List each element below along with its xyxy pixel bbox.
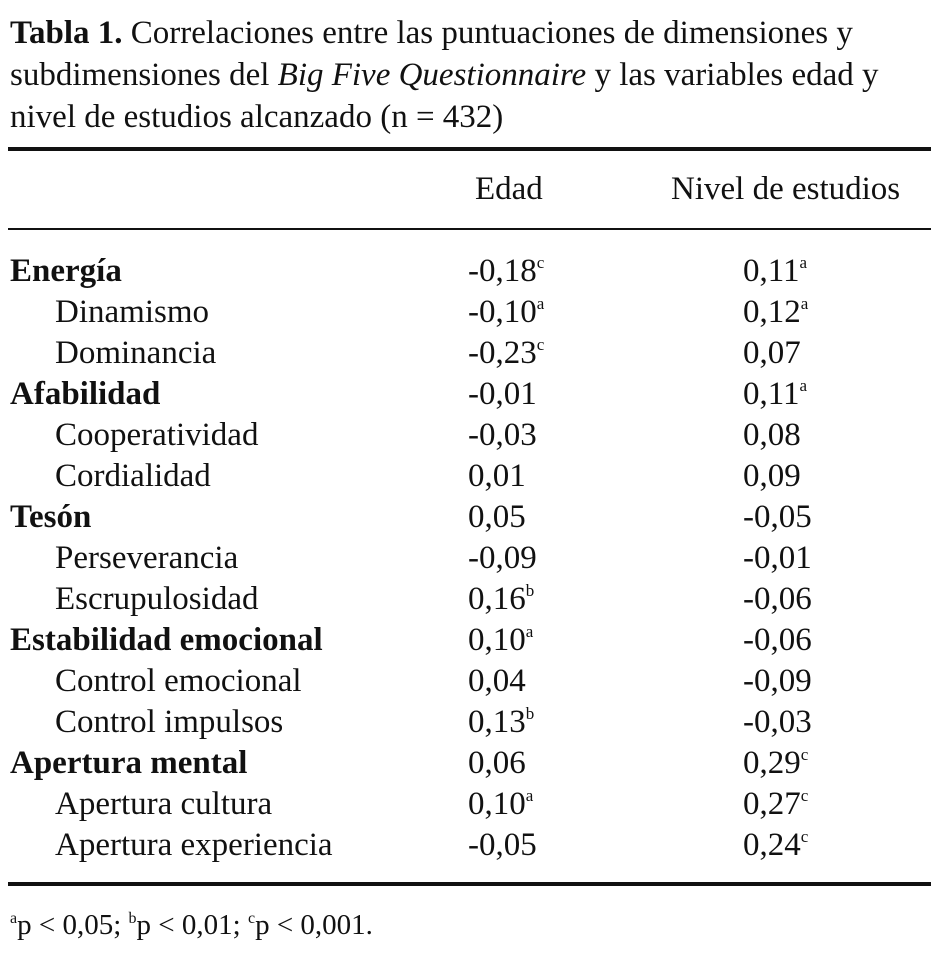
table-row [0,702,939,743]
nivel-number: -0,05 [743,499,812,535]
nivel-value [743,702,812,743]
table-row [0,579,939,620]
edad-number: -0,18 [468,253,537,289]
column-header-edad: Edad [475,171,543,207]
table-row [0,415,939,456]
row-label: Apertura mental [10,745,248,781]
footnote-text-a: p < 0,05; [17,909,129,941]
row-label: Dinamismo [55,294,209,330]
nivel-significance: a [800,294,809,313]
edad-value [468,825,537,866]
nivel-significance: c [800,827,809,846]
nivel-value [743,374,807,415]
nivel-significance: c [800,745,809,764]
nivel-value [743,579,812,620]
nivel-significance: c [800,786,809,805]
edad-value [468,620,533,661]
nivel-number: 0,08 [743,417,801,453]
nivel-value [743,415,801,456]
table-row [0,784,939,825]
table-row [0,456,939,497]
footnote-mark-a: a [10,910,18,927]
nivel-value [743,333,801,374]
edad-value [468,292,544,333]
nivel-number: 0,12 [743,294,801,330]
edad-number: -0,10 [468,294,537,330]
edad-value [468,333,544,374]
nivel-number: 0,09 [743,458,801,494]
edad-number: -0,09 [468,540,537,576]
nivel-number: 0,29 [743,745,801,781]
table-row [0,661,939,702]
table-row [0,333,939,374]
edad-number: 0,16 [468,581,526,617]
row-label: Control impulsos [55,704,284,740]
edad-significance: c [536,335,545,354]
column-header-nivel: Nivel de estudios [671,171,901,207]
nivel-number: 0,24 [743,827,801,863]
nivel-value [743,784,808,825]
table-row [0,251,939,292]
edad-value [468,661,526,702]
edad-significance: a [525,786,534,805]
edad-value [468,784,533,825]
row-label: Control emocional [55,663,302,699]
edad-value [468,251,544,292]
footnote-text-b: p < 0,01; [136,909,248,941]
row-label: Dominancia [55,335,217,371]
edad-number: -0,05 [468,827,537,863]
row-label: Apertura cultura [55,786,273,822]
nivel-number: -0,01 [743,540,812,576]
caption-text-before: Correlaciones entre las puntuaciones de dimensiones y subdimensiones del [10,15,853,93]
row-label: Escrupulosidad [55,581,259,617]
nivel-value [743,538,812,579]
edad-value [468,702,534,743]
nivel-value [743,743,808,784]
edad-significance: b [525,581,535,600]
header-rule [8,228,931,230]
footnote-mark-b: b [128,910,137,927]
bottom-rule [8,882,931,886]
nivel-value [743,825,808,866]
edad-value [468,538,537,579]
row-label: Afabilidad [10,376,161,412]
edad-value [468,415,537,456]
table-row [0,374,939,415]
edad-number: 0,04 [468,663,526,699]
edad-value [468,579,534,620]
table-body [0,251,939,866]
row-label: Tesón [10,499,92,535]
edad-number: 0,06 [468,745,526,781]
edad-number: -0,23 [468,335,537,371]
nivel-value [743,620,812,661]
edad-value [468,497,526,538]
edad-number: 0,13 [468,704,526,740]
caption-italic-title: Big Five Questionnaire [277,57,587,93]
edad-value [468,743,526,784]
footnote-text-c: p < 0,001. [255,909,373,941]
nivel-value [743,251,807,292]
edad-significance: a [525,622,534,641]
edad-number: -0,03 [468,417,537,453]
table-row [0,292,939,333]
table-row [0,743,939,784]
nivel-number: 0,11 [743,253,800,289]
nivel-number: 0,11 [743,376,800,412]
row-label: Apertura experiencia [55,827,333,863]
table-row [0,497,939,538]
nivel-number: -0,06 [743,581,812,617]
nivel-significance: a [799,253,808,272]
nivel-value [743,661,812,702]
table-footnote [10,905,373,945]
table-row [0,620,939,661]
nivel-value [743,456,801,497]
nivel-number: -0,03 [743,704,812,740]
nivel-number: 0,07 [743,335,801,371]
caption-text-after: y las variables edad y nivel de estudios alcanzado (n = 432) [10,57,879,135]
nivel-number: -0,09 [743,663,812,699]
nivel-value [743,292,808,333]
edad-significance: c [536,253,545,272]
edad-value [468,456,526,497]
row-label: Energía [10,253,122,289]
nivel-value [743,497,812,538]
edad-number: 0,01 [468,458,526,494]
table-row [0,538,939,579]
nivel-number: -0,06 [743,622,812,658]
caption-label: Tabla 1. [10,15,123,51]
edad-significance: b [525,704,535,723]
edad-number: 0,05 [468,499,526,535]
edad-number: 0,10 [468,622,526,658]
edad-significance: a [536,294,545,313]
footnote-mark-c: c [247,910,256,927]
nivel-significance: a [799,376,808,395]
table-row [0,825,939,866]
edad-number: 0,10 [468,786,526,822]
edad-value [468,374,537,415]
row-label: Estabilidad emocional [10,622,323,658]
top-rule [8,147,931,151]
table-caption [10,12,925,138]
edad-number: -0,01 [468,376,537,412]
row-label: Cordialidad [55,458,211,494]
row-label: Cooperatividad [55,417,259,453]
nivel-number: 0,27 [743,786,801,822]
row-label: Perseverancia [55,540,239,576]
